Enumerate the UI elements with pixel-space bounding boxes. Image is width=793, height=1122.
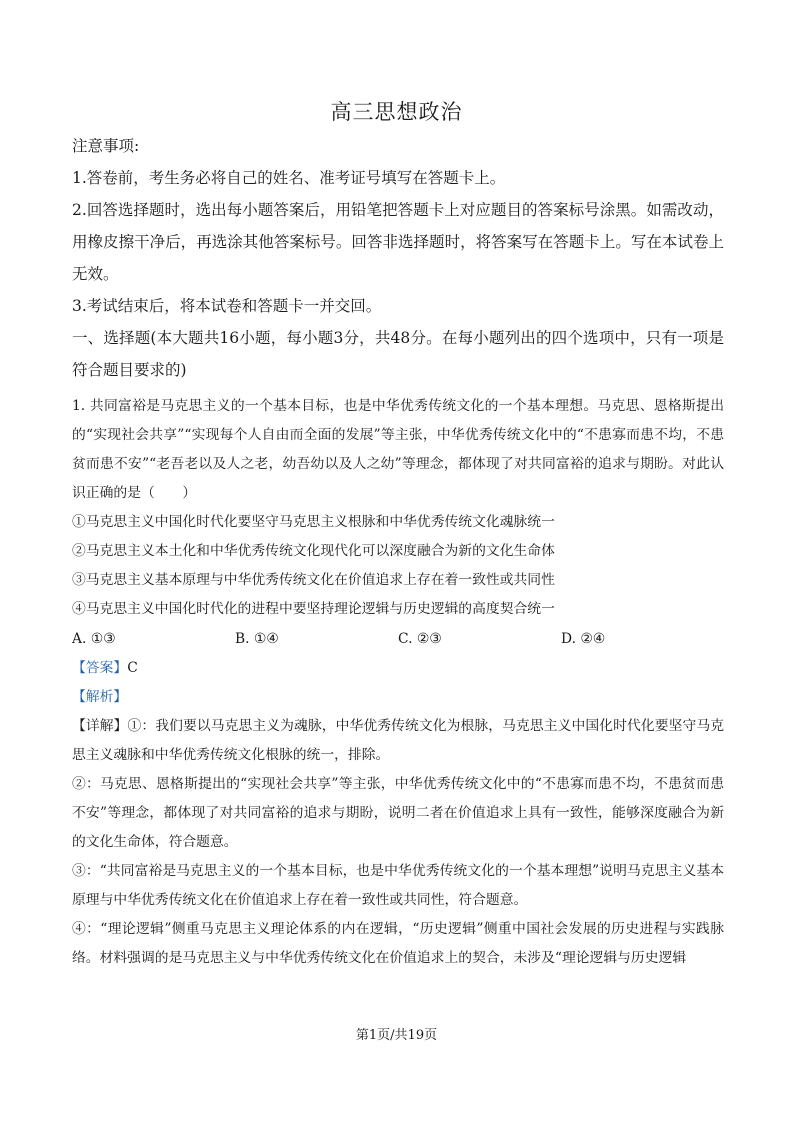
statement-2: ②马克思主义本土化和中华优秀传统文化现代化可以深度融合为新的文化生命体 <box>72 543 555 559</box>
question-stem: 1. 共同富裕是马克思主义的一个基本目标，也是中华优秀传统文化的一个基本理想。马克思、恩格斯提出的“实现社会共享”“实现每个人自由而全面的发展”等主张，中华优秀传统文化中的“不患寡而患不均，不患贫而患不安”“老吾老以及人之老，幼吾幼以及人之幼”等理念，都体现了对共同富裕的追求与期盼。对此认识正确的是（ ） <box>72 398 724 501</box>
notice-heading: 注意事项: <box>72 137 140 155</box>
answer-tag: 【答案】 <box>72 660 128 676</box>
analysis-tag: 【解析】 <box>72 689 128 705</box>
option-c: C. ②③ <box>398 631 442 647</box>
answer-options <box>72 624 724 654</box>
statement-3: ③马克思主义基本原理与中华优秀传统文化在价值追求上存在着一致性或共同性 <box>72 572 555 588</box>
analysis-line <box>72 683 724 712</box>
notice-item-3: 3.考试结束后，将本试卷和答题卡一并交回。 <box>72 297 382 315</box>
detail-tag: 【详解】 <box>72 718 128 734</box>
answer-value: C <box>127 660 138 676</box>
statement-1: ①马克思主义中国化时代化要坚守马克思主义根脉和中华优秀传统文化魂脉统一 <box>72 514 555 530</box>
answer-line <box>72 654 724 683</box>
question-1 <box>72 392 724 973</box>
notice-section <box>72 130 724 322</box>
document-content <box>72 130 724 973</box>
detail-2: ②：马克思、恩格斯提出的“实现社会共享”等主张，中华优秀传统文化中的“不患寡而患不均，不患贫而患不安”等理念，都体现了对共同富裕的追求与期盼，说明二者在价值追求上具有一致性，能够深度融合为新的文化生命体，符合题意。 <box>72 776 724 850</box>
statement-4: ④马克思主义中国化时代化的进程中要坚持理论逻辑与历史逻辑的高度契合统一 <box>72 601 555 617</box>
option-b: B. ①④ <box>235 631 279 647</box>
notice-item-2: 2.回答选择题时，选出每小题答案后，用铅笔把答题卡上对应题目的答案标号涂黑。如需改动，用橡皮擦干净后，再选涂其他答案标号。回答非选择题时，将答案写在答题卡上。写在本试卷上无效。 <box>72 201 724 283</box>
option-a: A. ①③ <box>72 631 116 647</box>
page-title: 高三思想政治 <box>330 100 463 124</box>
option-d: D. ②④ <box>561 631 606 647</box>
detail-3: ③：“共同富裕是马克思主义的一个基本目标，也是中华优秀传统文化的一个基本理想”说明马克思主义基本原理与中华优秀传统文化在价值追求上存在着一致性或共同性，符合题意。 <box>72 863 724 908</box>
detail-1-text: ①：我们要以马克思主义为魂脉，中华优秀传统文化为根脉，马克思主义中国化时代化要坚守马克思主义魂脉和中华优秀传统文化根脉的统一，排除。 <box>72 718 725 763</box>
detail-1 <box>72 712 724 770</box>
section-heading: 一、选择题(本大题共16小题，每小题3分，共48分。在每小题列出的四个选项中，只有一项是符合题目要求的) <box>72 329 724 379</box>
page-footer: 第1页/共19页 <box>355 1028 438 1043</box>
notice-item-1: 1.答卷前，考生务必将自己的姓名、准考证号填写在答题卡上。 <box>72 169 506 187</box>
detail-4: ④：“理论逻辑”侧重马克思主义理论体系的内在逻辑，“历史逻辑”侧重中国社会发展的历史进程与实践脉络。材料强调的是马克思主义与中华优秀传统文化在价值追求上的契合，未涉及“理论逻辑与历史逻辑 <box>72 921 724 966</box>
